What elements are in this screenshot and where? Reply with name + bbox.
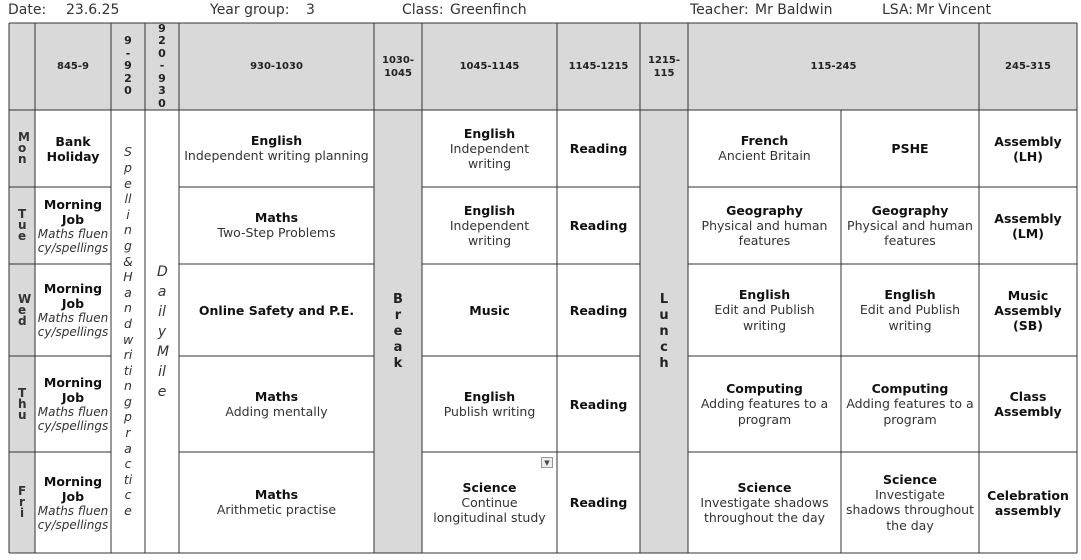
lesson-title: English [463, 202, 516, 218]
dropdown-arrow-icon[interactable]: ▼ [541, 457, 553, 468]
lesson-title: Online Safety and P.E. [198, 302, 355, 318]
lesson-title: Maths [254, 388, 299, 404]
lesson-title: French [740, 133, 789, 149]
column-header-label: 115-245 [810, 61, 857, 72]
lesson-subtitle: Adding mentally [225, 403, 328, 419]
lesson-title: Reading [569, 495, 628, 510]
lesson-title: Reading [569, 302, 628, 318]
column-header-label: 920-930 [158, 23, 166, 110]
day-label-text: Fri [18, 484, 27, 520]
date-label: Date: [8, 2, 47, 18]
lesson-title: Music [469, 302, 510, 318]
lesson-title: English [250, 133, 303, 149]
lesson-title: Morning Job [43, 473, 103, 504]
lesson-title: Science [737, 479, 792, 495]
date-value: 23.6.25 [66, 2, 120, 18]
day-label-text: Thu [18, 385, 27, 422]
lesson-title: Assembly (LM) [994, 210, 1062, 241]
lesson-title: Geography [871, 202, 949, 218]
lesson-title: Maths [254, 487, 299, 503]
lesson-title: Reading [569, 141, 628, 156]
lesson-subtitle: Independent writing planning [184, 148, 369, 164]
lesson-subtitle: Maths fluency/spellings [37, 311, 109, 339]
class-value: Greenfinch [450, 2, 527, 18]
lesson-subtitle: Adding features to a program [846, 396, 974, 427]
year-group-value: 3 [306, 2, 315, 18]
lesson-title: Maths [254, 210, 299, 226]
lesson-title: Morning Job [43, 196, 103, 227]
lesson-subtitle: Adding features to a program [700, 396, 829, 427]
teacher-label: Teacher: [690, 2, 749, 18]
lesson-title: PSHE [891, 141, 929, 156]
day-label-text: Tue [18, 207, 27, 243]
daily-mile-text: Daily Mile [157, 263, 170, 400]
lesson-subtitle: Maths fluency/spellings [37, 503, 109, 532]
lesson-title: Morning Job [43, 375, 103, 405]
lesson-subtitle: Maths fluency/spellings [37, 226, 109, 255]
lesson-title: English [463, 125, 516, 141]
lesson-title: Celebration assembly [987, 487, 1069, 518]
lesson-title: Computing [726, 381, 803, 396]
lesson-title: Computing [871, 381, 949, 396]
lunch-text: Lunch [659, 291, 669, 371]
lesson-title: Music Assembly (SB) [994, 287, 1062, 333]
column-header-label: 1030-1045 [382, 54, 414, 79]
lesson-title: Class Assembly [994, 389, 1062, 419]
lesson-subtitle: Physical and human features [701, 217, 828, 248]
break-text: Break [393, 291, 403, 371]
lesson-subtitle: Publish writing [443, 403, 536, 419]
lesson-subtitle: Ancient Britain [718, 148, 811, 164]
class-label: Class: [402, 2, 444, 18]
day-label-text: Wed [18, 291, 32, 328]
teacher-value: Mr Baldwin [755, 2, 833, 18]
lesson-subtitle: Edit and Publish writing [859, 302, 961, 333]
lesson-subtitle: Maths fluency/spellings [37, 405, 109, 433]
column-header-label: 1145-1215 [568, 61, 629, 72]
day-label-text: Mon [18, 130, 30, 166]
lesson-subtitle: Two-Step Problems [217, 225, 336, 241]
column-header-label: 845-9 [57, 61, 89, 72]
lsa-value: Mr Vincent [916, 2, 991, 18]
lesson-title: Science [462, 479, 517, 495]
lesson-subtitle: Independent writing [449, 140, 530, 171]
lesson-subtitle: Continue longitudinal study [433, 494, 546, 525]
lesson-title: English [884, 287, 936, 302]
lesson-title: Assembly (LH) [994, 133, 1062, 164]
lesson-subtitle: Edit and Publish writing [714, 302, 815, 333]
lesson-subtitle: Physical and human features [847, 217, 973, 248]
lesson-subtitle: Investigate shadows throughout the day [846, 486, 974, 533]
column-header-label: 930-1030 [250, 61, 303, 72]
lesson-subtitle: Independent writing [449, 217, 530, 248]
lesson-title: Geography [726, 202, 803, 218]
column-header-label: 245-315 [1005, 61, 1051, 72]
lesson-title: English [463, 388, 516, 404]
column-header-label: 1045-1145 [459, 61, 520, 72]
year-group-label: Year group: [210, 2, 290, 18]
lesson-title: Reading [569, 218, 628, 233]
lsa-label: LSA: [882, 2, 913, 18]
column-header-label: 9-920 [124, 34, 132, 98]
lesson-title: English [738, 287, 791, 302]
lesson-title: Morning Job [43, 281, 103, 311]
lesson-title: Science [883, 471, 937, 487]
lesson-subtitle: Investigate shadows throughout the day [700, 494, 829, 525]
spelling-handwriting-text: Spelling & Handwriting practice [123, 144, 134, 519]
lesson-subtitle: Arithmetic practise [216, 502, 337, 518]
column-header-label: 1215-115 [648, 54, 680, 79]
lesson-title: Reading [569, 396, 628, 412]
lesson-title: Bank Holiday [46, 133, 100, 164]
